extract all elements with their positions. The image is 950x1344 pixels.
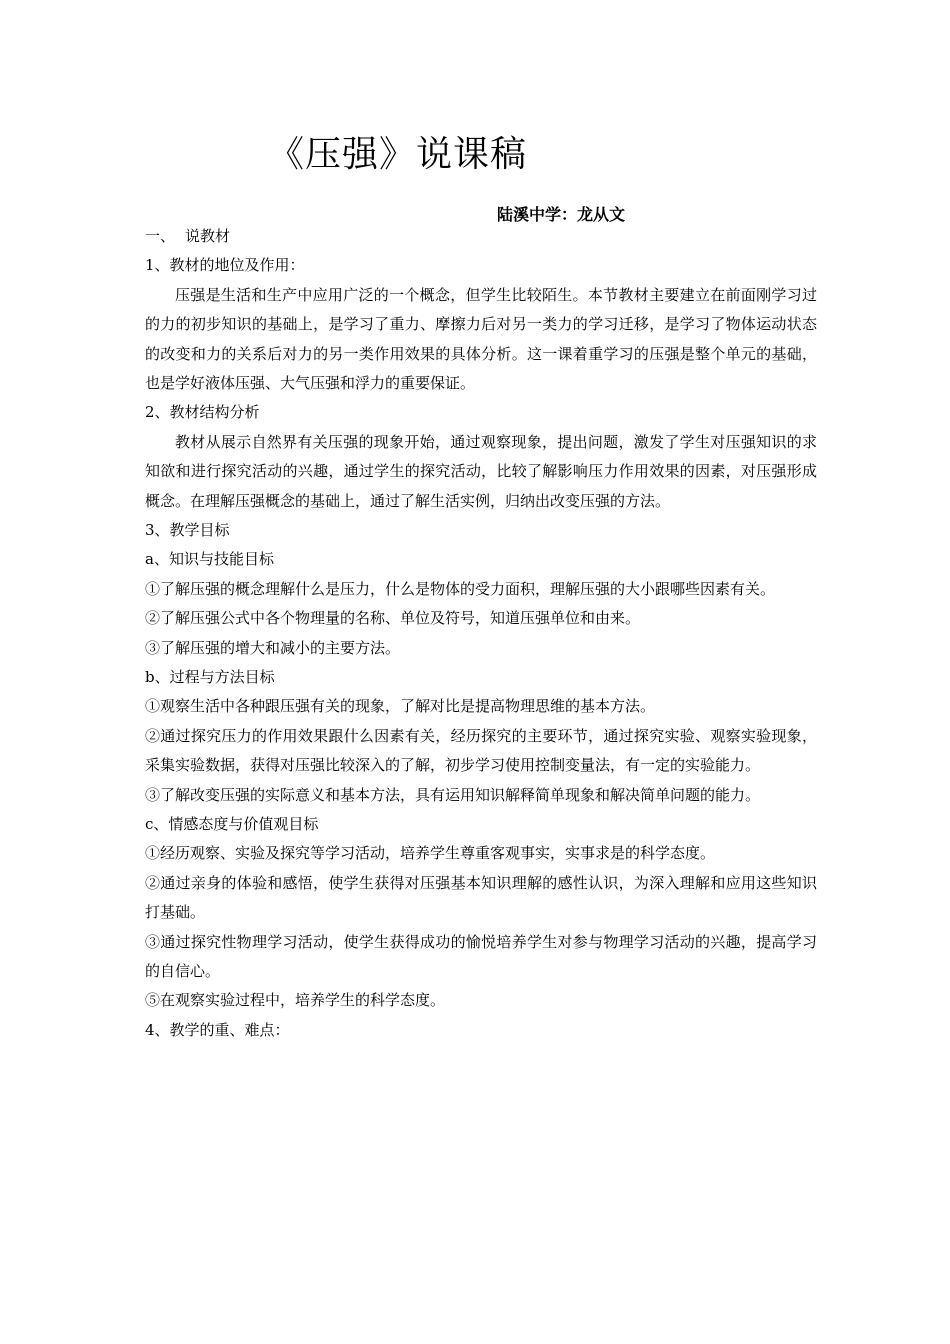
goal-item: ②通过探究压力的作用效果跟什么因素有关，经历探究的主要环节，通过探究实验、观察实验现象，采集实验数据，获得对压强比较深入的了解，初步学习使用控制变量法，有一定的实验能力。 (145, 726, 817, 775)
goal-item: ②通过亲身的体验和感悟，使学生获得对压强基本知识理解的感性认识，为深入理解和应用这些知识打基础。 (145, 873, 817, 922)
section-label: 说教材 (185, 227, 231, 245)
subsection-heading: 4、教学的重、难点： (145, 1020, 290, 1039)
goal-item: ③了解改变压强的实际意义和基本方法，具有运用知识解释简单现象和解决简单问题的能力。 (145, 785, 761, 804)
section-number: 一、 (145, 227, 176, 245)
section-heading (145, 222, 817, 251)
author-line: 陆溪中学：龙从文 (497, 205, 626, 224)
subsection-heading: 2、教材结构分析 (145, 403, 260, 422)
document-body (145, 222, 817, 1045)
goal-item: ①了解压强的概念理解什么是压力，什么是物体的受力面积，理解压强的大小跟哪些因素有关。 (145, 579, 776, 598)
goal-heading: b、过程与方法目标 (145, 668, 275, 687)
page-title: 《压强》说课稿 (268, 134, 528, 175)
paragraph: 教材从展示自然界有关压强的现象开始，通过观察现象，提出问题，激发了学生对压强知识的求知欲和进行探究活动的兴趣，通过学生的探究活动，比较了解影响压力作用效果的因素，对压强形成概念。在理解压强概念的基础上，通过了解生活实例，归纳出改变压强的方法。 (145, 432, 817, 510)
goal-item: ⑤在观察实验过程中，培养学生的科学态度。 (145, 991, 446, 1010)
goal-heading: c、情感态度与价值观目标 (145, 815, 319, 834)
subsection-heading: 1、教材的地位及作用： (145, 256, 305, 275)
goal-item: ①经历观察、实验及探究等学习活动，培养学生尊重客观事实，实事求是的科学态度。 (145, 844, 716, 863)
goal-heading: a、知识与技能目标 (145, 550, 274, 569)
goal-item: ②了解压强公式中各个物理量的名称、单位及符号，知道压强单位和由来。 (145, 609, 641, 628)
paragraph: 压强是生活和生产中应用广泛的一个概念，但学生比较陌生。本节教材主要建立在前面刚学习过的力的初步知识的基础上，是学习了重力、摩擦力后对另一类力的学习迁移，是学习了物体运动状态的改变和力的关系后对力的另一类作用效果的具体分析。这一课着重学习的压强是整个单元的基础，也是学好液体压强、大气压强和浮力的重要保证。 (145, 285, 817, 392)
goal-item: ①观察生活中各种跟压强有关的现象，了解对比是提高物理思维的基本方法。 (145, 697, 656, 716)
goal-item: ③了解压强的增大和减小的主要方法。 (145, 638, 401, 657)
subsection-heading: 3、教学目标 (145, 521, 230, 540)
goal-item: ③通过探究性物理学习活动，使学生获得成功的愉悦培养学生对参与物理学习活动的兴趣，提高学习的自信心。 (145, 932, 817, 981)
